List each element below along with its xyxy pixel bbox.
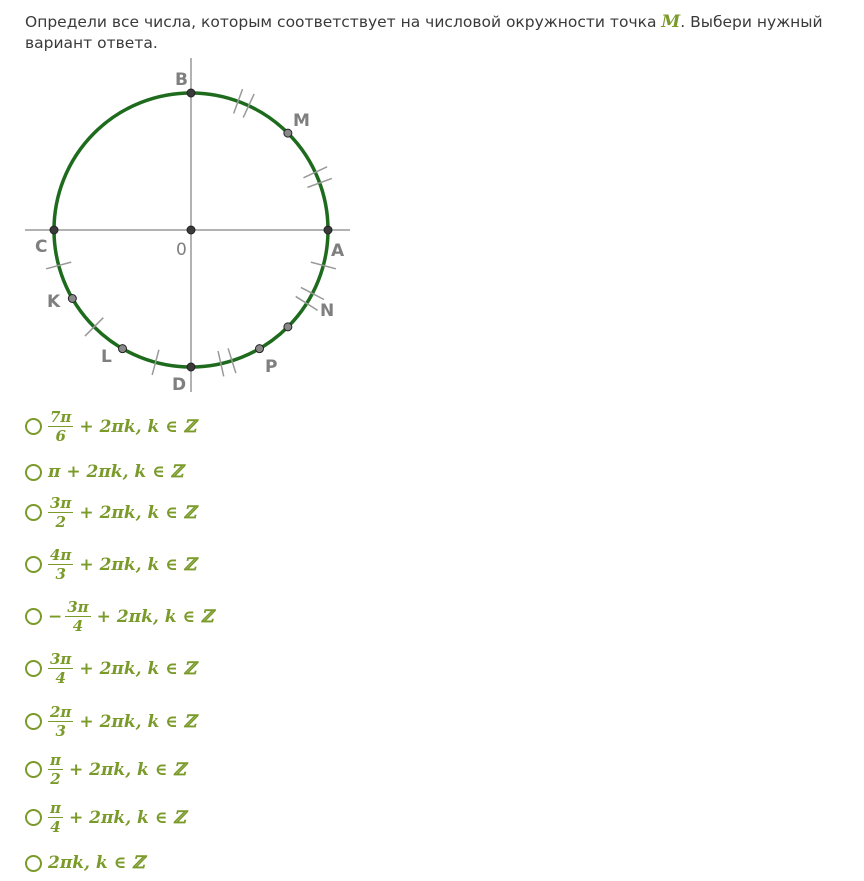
radio-button[interactable]: [25, 418, 42, 435]
expression-tail: + 2πk, k ∈ ℤ: [96, 606, 214, 627]
label-l: L: [101, 347, 112, 367]
option-expression: [48, 800, 186, 835]
minus-sign: −: [48, 606, 63, 627]
fraction: [48, 495, 73, 530]
fraction-numerator: 3π: [50, 494, 72, 512]
point-c: [50, 226, 58, 234]
label-d: D: [172, 375, 187, 395]
label-k: K: [47, 292, 61, 312]
label-p: P: [265, 357, 278, 377]
fraction-denominator: 2: [55, 513, 66, 531]
answer-option[interactable]: [25, 462, 183, 482]
answer-option[interactable]: [25, 409, 196, 444]
expression-tail: π + 2πk, k ∈ ℤ: [48, 462, 184, 482]
label-origin: 0: [176, 240, 187, 260]
fraction-numerator: π: [50, 799, 61, 817]
point-d: [187, 363, 195, 371]
fraction-denominator: 3: [55, 722, 66, 740]
tick-mark: [301, 287, 324, 299]
fraction-denominator: 3: [55, 565, 66, 583]
answer-option[interactable]: [25, 651, 196, 686]
fraction-numerator: 4π: [50, 546, 72, 564]
fraction-denominator: 4: [72, 617, 84, 635]
point-l: [119, 345, 127, 353]
option-expression: [48, 462, 183, 482]
expression-tail: + 2πk, k ∈ ℤ: [79, 554, 197, 575]
fraction: [48, 704, 73, 739]
radio-button[interactable]: [25, 504, 42, 521]
point-origin: [187, 226, 195, 234]
answer-option[interactable]: [25, 599, 213, 634]
expression-tail: + 2πk, k ∈ ℤ: [79, 711, 197, 732]
label-b: B: [175, 70, 188, 90]
point-k: [68, 295, 76, 303]
option-expression: [48, 409, 196, 444]
radio-button[interactable]: [25, 713, 42, 730]
option-expression: [48, 495, 196, 530]
point-n: [284, 323, 292, 331]
radio-button[interactable]: [25, 855, 42, 872]
fraction-numerator: 3π: [50, 650, 72, 668]
fraction: [48, 409, 73, 444]
answer-option[interactable]: [25, 547, 196, 582]
question-text-after: . Выбери нужный вариант ответа.: [25, 13, 823, 52]
answer-option[interactable]: [25, 800, 186, 835]
expression-tail: + 2πk, k ∈ ℤ: [79, 658, 197, 679]
label-m: M: [293, 111, 310, 131]
fraction: [65, 599, 90, 634]
option-expression: [48, 853, 145, 873]
fraction-numerator: 3π: [67, 598, 89, 616]
expression-tail: 2πk, k ∈ ℤ: [48, 853, 145, 873]
radio-button[interactable]: [25, 556, 42, 573]
label-a: A: [331, 241, 345, 261]
answer-option[interactable]: [25, 495, 196, 530]
tick-mark: [296, 296, 318, 310]
answer-option[interactable]: [25, 853, 145, 873]
fraction-denominator: 6: [55, 427, 66, 445]
point-p: [256, 345, 264, 353]
option-expression: [48, 752, 186, 787]
question-variable: M: [661, 12, 681, 32]
point-b: [187, 89, 195, 97]
fraction: [48, 547, 73, 582]
label-n: N: [320, 301, 335, 321]
radio-button[interactable]: [25, 809, 42, 826]
option-expression: [48, 651, 196, 686]
answer-option[interactable]: [25, 752, 186, 787]
fraction-numerator: 2π: [50, 703, 72, 721]
fraction-denominator: 4: [50, 818, 61, 836]
expression-tail: + 2πk, k ∈ ℤ: [68, 807, 186, 828]
radio-button[interactable]: [25, 660, 42, 677]
option-expression: [48, 704, 196, 739]
expression-tail: + 2πk, k ∈ ℤ: [79, 502, 197, 523]
radio-button[interactable]: [25, 761, 42, 778]
fraction-numerator: π: [50, 751, 61, 769]
fraction-denominator: 4: [55, 669, 66, 687]
radio-button[interactable]: [25, 464, 42, 481]
label-c: C: [35, 237, 48, 257]
fraction-numerator: 7π: [50, 408, 72, 426]
radio-button[interactable]: [25, 608, 42, 625]
fraction: [48, 651, 73, 686]
option-expression: [48, 599, 213, 634]
fraction: [48, 800, 63, 835]
expression-tail: + 2πk, k ∈ ℤ: [68, 759, 186, 780]
point-a: [324, 226, 332, 234]
point-m: [284, 129, 292, 137]
fraction: [48, 752, 63, 787]
expression-tail: + 2πk, k ∈ ℤ: [79, 416, 197, 437]
answer-option[interactable]: [25, 704, 196, 739]
question-text-before: Определи все числа, которым соответствует на числовой окружности точка: [25, 13, 662, 31]
fraction-denominator: 2: [50, 770, 61, 788]
option-expression: [48, 547, 196, 582]
